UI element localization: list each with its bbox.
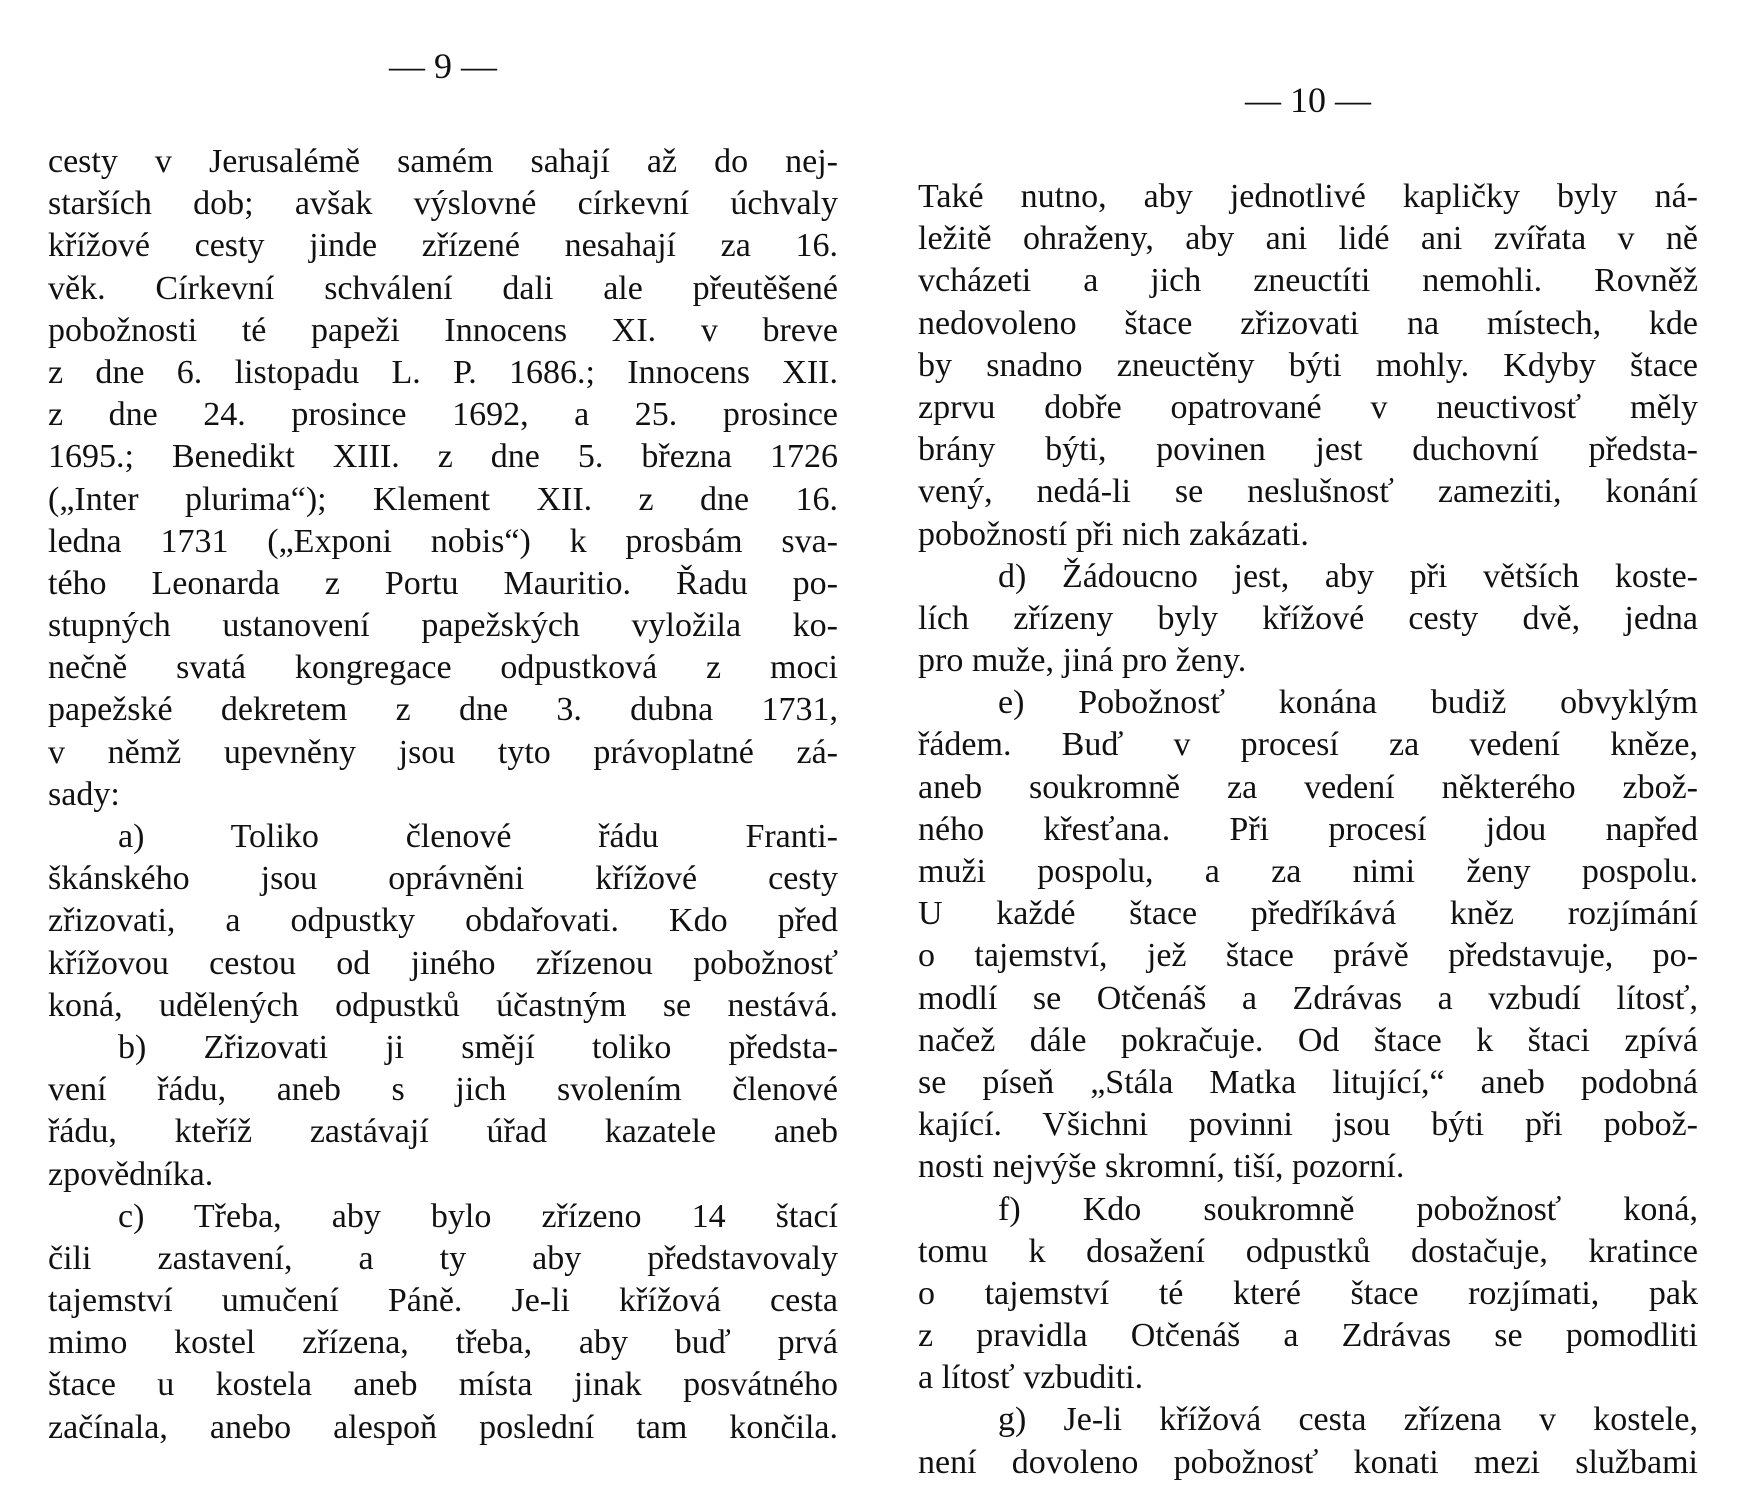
text-line: lích zřízeny byly křížové cesty dvě, jedna: [918, 599, 1698, 637]
text-line: vcházeti a jich zneuctíti nemohli. Rovněž: [918, 262, 1698, 300]
paragraph-d-start: d) Žádoucno jest, aby při větších koste-: [998, 557, 1698, 595]
text-line: sady:: [48, 775, 120, 813]
page-number-right: — 10 —: [1245, 80, 1371, 120]
paragraph-f-start: f) Kdo soukromně pobožnosť koná,: [998, 1190, 1698, 1228]
text-line: kající. Všichni povinni jsou býti při pobož-: [918, 1106, 1698, 1144]
left-page: [48, 0, 838, 1500]
text-line: 1695.; Benedikt XIII. z dne 5. března 1726: [48, 438, 838, 476]
text-line: by snadno zneuctěny býti mohly. Kdyby štace: [918, 346, 1698, 384]
text-line: („Inter plurima“); Klement XII. z dne 16.: [48, 480, 838, 518]
text-line: vený, nedá-li se neslušnosť zameziti, konání: [918, 473, 1698, 511]
text-line: modlí se Otčenáš a Zdrávas a vzbudí lítosť,: [918, 979, 1698, 1017]
right-page: [918, 0, 1698, 1500]
text-line: pobožnosti té papeži Innocens XI. v breve: [48, 311, 838, 349]
text-line: štace u kostela aneb místa jinak posvátného: [48, 1366, 838, 1404]
text-line: tomu k dosažení odpustků dostačuje, kratince: [918, 1232, 1698, 1270]
left-page-text: [48, 141, 838, 1449]
text-line: pobožností při nich zakázati.: [918, 515, 1309, 553]
text-line: čili zastavení, a ty aby představovaly: [48, 1239, 838, 1277]
text-line: začínala, anebo alespoň poslední tam končila.: [48, 1408, 838, 1446]
text-line: z dne 24. prosince 1692, a 25. prosince: [48, 396, 838, 434]
text-line: muži pospolu, a za nimi ženy pospolu.: [918, 853, 1698, 890]
text-line: koná, udělených odpustků účastným se nestává.: [48, 986, 838, 1024]
text-line: nosti nejvýše skromní, tiší, pozorní.: [918, 1148, 1405, 1186]
text-line: ležitě ohraženy, aby ani lidé ani zvířata v ně: [918, 220, 1698, 258]
text-line: U každé štace předříkává kněz rozjímání: [918, 895, 1698, 933]
paragraph-g-start: g) Je-li křížová cesta zřízena v kostele,: [998, 1401, 1698, 1439]
text-line: o tajemství, jež štace právě představuje, po-: [918, 937, 1698, 975]
text-line: křížovou cestou od jiného zřízenou pobožnosť: [48, 944, 838, 982]
text-line: zprvu dobře opatrované v neuctivosť měly: [918, 388, 1698, 426]
text-line: a lítosť vzbuditi.: [918, 1359, 1144, 1397]
text-line: nečně svatá kongregace odpustková z moci: [48, 649, 838, 687]
text-line: z pravidla Otčenáš a Zdrávas se pomodliti: [918, 1317, 1698, 1355]
text-line: starších dob; avšak výslovné církevní úchvaly: [48, 185, 838, 223]
text-line: aneb soukromně za vedení některého zbož-: [918, 768, 1698, 806]
text-line: není dovoleno pobožnosť konati mezi službami: [918, 1443, 1698, 1481]
paragraph-e-start: e) Pobožnosť konána budiž obvyklým: [998, 684, 1698, 722]
text-line: ledna 1731 („Exponi nobis“) k prosbám sva-: [48, 522, 838, 560]
text-line: zpovědníka.: [48, 1155, 214, 1193]
text-line: stupných ustanovení papežských vyložila ko-: [48, 607, 838, 645]
paragraph-a-start: a) Toliko členové řádu Franti-: [118, 818, 838, 855]
text-line: tajemství umučení Páně. Je-li křížová cesta: [48, 1282, 838, 1320]
text-line: zřizovati, a odpustky obdařovati. Kdo před: [48, 902, 838, 940]
text-line: nedovoleno štace zřizovati na místech, kde: [918, 304, 1698, 342]
text-line: řádu, kteříž zastávají úřad kazatele aneb: [48, 1113, 838, 1151]
text-line: o tajemství té které štace rozjímati, pak: [918, 1274, 1698, 1312]
text-line: mimo kostel zřízena, třeba, aby buď prvá: [48, 1324, 838, 1362]
text-line: škánského jsou oprávněni křížové cesty: [48, 860, 838, 898]
paragraph-c-start: c) Třeba, aby bylo zřízeno 14 štací: [118, 1197, 838, 1235]
paragraph-b-start: b) Zřizovati ji smějí toliko předsta-: [118, 1028, 838, 1066]
text-line: věk. Církevní schválení dali ale přeutěšené: [48, 269, 838, 307]
text-line: v němž upevněny jsou tyto právoplatné zá-: [48, 733, 838, 771]
right-page-text: [918, 176, 1698, 1484]
text-line: Také nutno, aby jednotlivé kapličky byly ná-: [918, 178, 1698, 215]
page-number-left: — 9 —: [389, 46, 497, 86]
text-line: řádem. Buď v procesí za vedení kněze,: [918, 726, 1698, 764]
text-line: načež dále pokračuje. Od štace k štaci zpívá: [918, 1021, 1698, 1059]
text-line: pro muže, jiná pro ženy.: [918, 642, 1247, 680]
text-line: cesty v Jerusalémě samém sahají až do nej-: [48, 143, 838, 180]
text-line: křížové cesty jinde zřízené nesahají za 16.: [48, 227, 838, 265]
text-line: vení řádu, aneb s jich svolením členové: [48, 1071, 838, 1109]
text-line: brány býti, povinen jest duchovní předsta-: [918, 431, 1698, 469]
text-line: tého Leonarda z Portu Mauritio. Řadu po-: [48, 564, 838, 602]
text-line: z dne 6. listopadu L. P. 1686.; Innocens XII.: [48, 353, 838, 391]
text-line: papežské dekretem z dne 3. dubna 1731,: [48, 691, 838, 729]
text-line: ného křesťana. Při procesí jdou napřed: [918, 810, 1698, 848]
text-line: se píseň „Stála Matka litující,“ aneb podobná: [918, 1063, 1698, 1101]
